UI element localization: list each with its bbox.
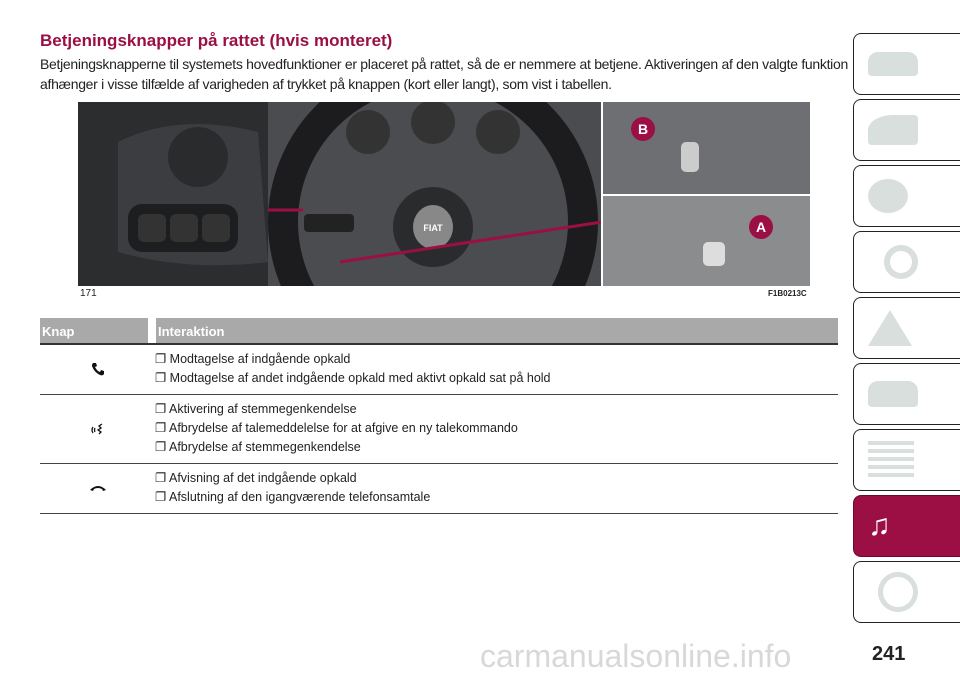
tab-emergency[interactable] xyxy=(853,297,960,359)
index-search-icon xyxy=(878,572,918,612)
section-title: Betjeningsknapper på rattet (hvis monteret) xyxy=(40,31,393,50)
table-row xyxy=(40,345,838,395)
chapter-tabs xyxy=(853,33,960,627)
table-row xyxy=(40,464,838,514)
tab-index[interactable] xyxy=(853,561,960,623)
voice-recognition-icon xyxy=(40,400,155,457)
header-knap: Knap xyxy=(40,318,148,343)
tab-starting-driving[interactable] xyxy=(853,231,960,293)
list-item: ❐ Afvisning af det indgående opkald xyxy=(155,471,357,485)
watermark: carmanualsonline.info xyxy=(480,638,792,674)
intro-text: Betjeningsknapperne til systemets hovedfunktioner er placeret på rattet, så de er nemmere at betjene. Aktiveringen af den valgte funktion afhænger i visse tilfælde af varigheden af trykket på knappen (kort eller langt), som vist i tabellen. xyxy=(40,56,848,92)
page-number: 241 xyxy=(872,643,906,665)
tab-multimedia[interactable] xyxy=(853,495,960,557)
list-gear-icon xyxy=(868,441,914,479)
tab-lights-warnings[interactable] xyxy=(853,99,960,161)
figure-number: 171 xyxy=(80,288,97,299)
header-interaktion: Interaktion xyxy=(156,318,838,343)
list-item: ❐ Afbrydelse af stemmegenkendelse xyxy=(155,440,361,454)
list-item: ❐ Modtagelse af andet indgående opkald med aktivt opkald sat på hold xyxy=(155,371,551,385)
warning-triangle-icon xyxy=(868,310,912,346)
steering-wheel-figure xyxy=(78,102,810,286)
car-wrench-icon xyxy=(868,381,918,407)
list-item: ❐ Aktivering af stemmegenkendelse xyxy=(155,402,357,416)
tab-car-info[interactable] xyxy=(853,33,960,95)
list-item: ❐ Afbrydelse af talemeddelelse for at afgive en ny talekommando xyxy=(155,421,518,435)
list-item: ❐ Afslutning af den igangværende telefonsamtale xyxy=(155,490,431,504)
label-b: B xyxy=(637,121,649,137)
tab-maintenance[interactable] xyxy=(853,363,960,425)
lamp-envelope-icon xyxy=(868,115,918,145)
label-a: A xyxy=(755,219,767,235)
figure-code: F1B0213C xyxy=(768,289,807,298)
multimedia-icon: ♫ xyxy=(868,509,891,542)
fiat-logo-text: FIAT xyxy=(423,223,443,233)
tab-safety[interactable] xyxy=(853,165,960,227)
car-info-icon xyxy=(868,52,918,76)
button-table xyxy=(40,318,838,514)
key-steering-wheel-icon xyxy=(884,245,918,279)
table-row xyxy=(40,395,838,464)
phone-hangup-icon xyxy=(40,469,155,507)
seat-airbag-icon xyxy=(868,179,908,213)
phone-answer-icon xyxy=(40,350,155,388)
tab-technical-data[interactable] xyxy=(853,429,960,491)
list-item: ❐ Modtagelse af indgående opkald xyxy=(155,352,351,366)
